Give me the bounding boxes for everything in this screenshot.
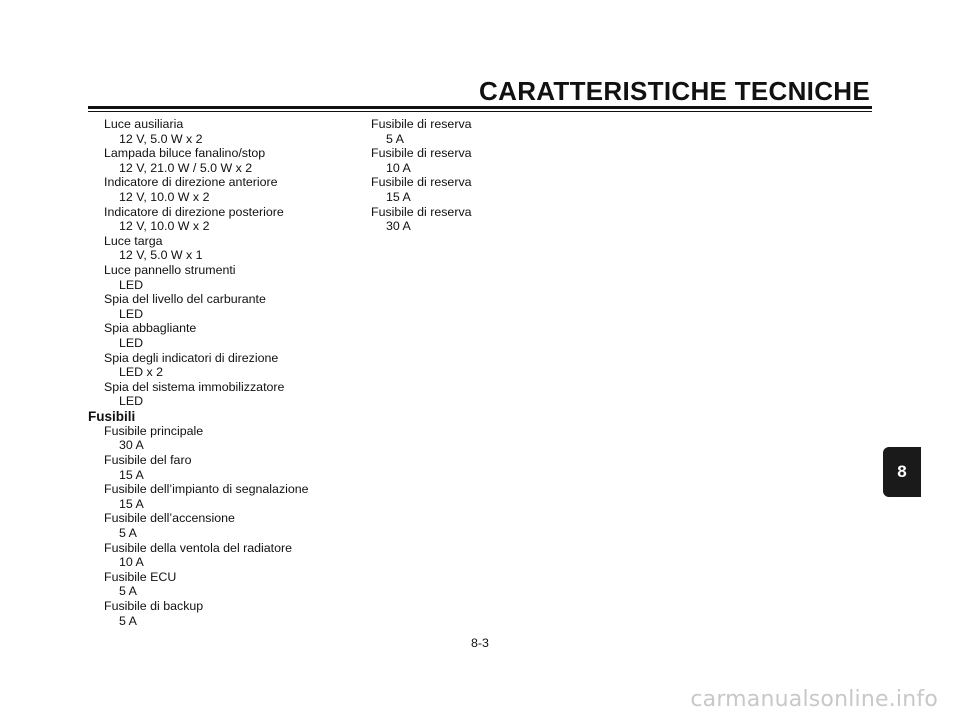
spec-label: Fusibile dell’accensione [104,511,235,526]
spec-item [88,321,358,350]
spec-label: Luce targa [104,233,163,248]
spec-item [88,205,358,234]
spec-item [371,205,621,234]
spec-label: Fusibile principale [104,423,204,438]
spec-value: 12 V, 10.0 W x 2 [119,219,210,234]
spec-label: Luce ausiliaria [104,117,184,131]
spec-item [88,380,358,409]
spec-item [88,351,358,380]
spec-label: Fusibile di reserva [371,204,472,219]
spec-label: Fusibile ECU [104,569,177,584]
spec-label: Spia degli indicatori di direzione [104,350,279,365]
spec-label: Spia abbagliante [104,321,197,336]
spec-value: LED [119,277,144,292]
spec-value: 5 A [119,584,137,599]
spec-item [371,117,621,146]
spec-label: Fusibile della ventola del radiatore [104,540,293,555]
spec-label: Fusibile di reserva [371,117,472,131]
spec-value: 30 A [119,438,144,453]
right-column [371,117,621,234]
spec-value: 5 A [119,526,137,541]
spec-label: Spia del sistema immobilizzatore [104,379,285,394]
left-column [88,117,358,628]
section-heading-fuses: Fusibili [88,408,136,424]
spec-label: Luce pannello strumenti [104,262,236,277]
spec-label: Fusibile di reserva [371,175,472,190]
spec-value: 5 A [386,131,404,146]
spec-item [88,424,358,453]
spec-value: 10 A [386,160,411,175]
spec-value: 30 A [386,219,411,234]
spec-label: Lampada biluce fanalino/stop [104,146,266,161]
spec-item [371,146,621,175]
spec-label: Fusibile di backup [104,599,204,613]
spec-value: 12 V, 5.0 W x 1 [119,248,203,263]
chapter-tab-number: 8 [897,462,907,481]
spec-value: 15 A [119,467,144,482]
spec-value: LED x 2 [119,365,164,380]
chapter-tab[interactable] [883,447,921,497]
spec-value: 5 A [119,613,137,628]
spec-item [88,117,358,146]
spec-label: Spia del livello del carburante [104,292,266,307]
spec-item [88,292,358,321]
spec-value: 12 V, 21.0 W / 5.0 W x 2 [119,160,253,175]
spec-label: Fusibile di reserva [371,146,472,161]
spec-item [371,175,621,204]
spec-item [88,511,358,540]
spec-item [88,453,358,482]
spec-value: LED [119,335,144,350]
spec-value: 10 A [119,555,144,570]
spec-value: LED [119,394,144,409]
header-rule-thin [88,111,872,112]
spec-item [88,570,358,599]
spec-item [88,175,358,204]
page-title: CARATTERISTICHE TECNICHE [479,76,870,106]
spec-item [88,541,358,570]
header-rule [88,106,872,109]
spec-value: 12 V, 5.0 W x 2 [119,131,203,146]
page-number: 8-3 [471,636,489,650]
spec-item [88,146,358,175]
spec-item [88,482,358,511]
spec-item [88,234,358,263]
spec-value: 15 A [119,496,144,511]
spec-label: Indicatore di direzione posteriore [104,204,284,219]
spec-label: Indicatore di direzione anteriore [104,175,278,190]
spec-value: 12 V, 10.0 W x 2 [119,189,210,204]
watermark: carmanualsonline.info [690,687,938,712]
spec-item [88,599,358,628]
spec-item [88,263,358,292]
spec-value: 15 A [386,189,411,204]
spec-label: Fusibile del faro [104,453,192,468]
spec-label: Fusibile dell’impianto di segnalazione [104,482,309,497]
spec-value: LED [119,306,144,321]
